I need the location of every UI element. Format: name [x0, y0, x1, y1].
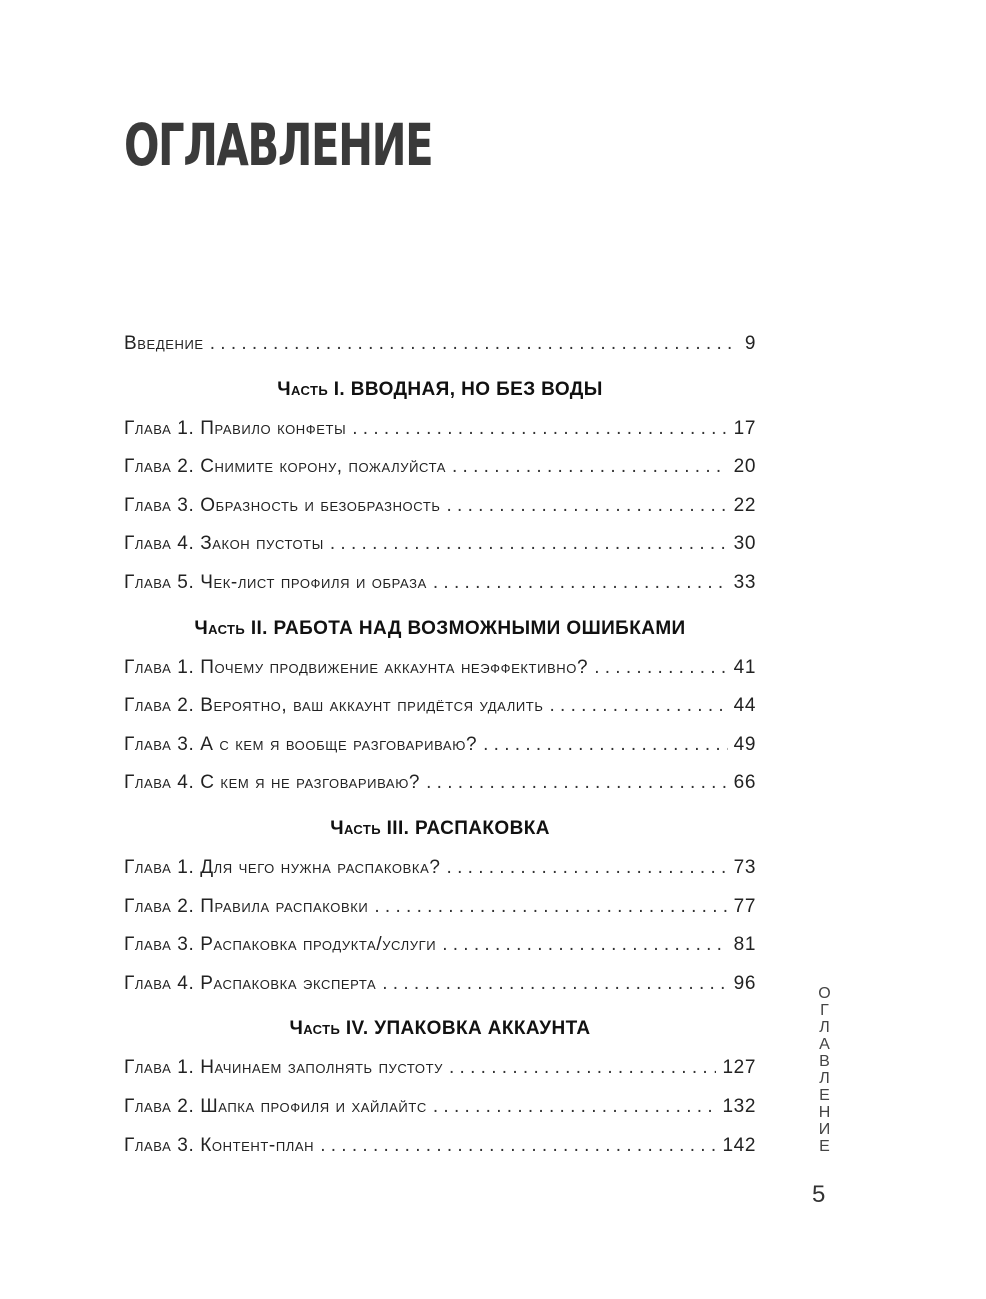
toc-entry-title: Глава 3. А с кем я вообще разговариваю? — [124, 733, 478, 755]
dot-leader — [382, 965, 727, 1004]
toc-entry-title: Глава 2. Снимите корону, пожалуйста — [124, 456, 446, 478]
toc-entry-page: 33 — [733, 571, 756, 593]
toc-entry — [124, 726, 756, 765]
toc-entry-page: 77 — [733, 895, 756, 917]
part-label: Часть III. — [330, 817, 410, 839]
toc-entry-page: 30 — [733, 533, 756, 555]
toc-entry-title: Глава 4. Закон пустоты — [124, 533, 324, 555]
toc-entry — [124, 649, 756, 688]
toc-entry-page: 142 — [722, 1134, 756, 1156]
dot-leader — [433, 564, 728, 603]
toc-entry-page: 81 — [733, 934, 756, 956]
dot-leader — [426, 764, 728, 803]
dot-leader — [374, 888, 727, 927]
toc-entry — [124, 687, 756, 726]
running-header-vertical: ОГЛАВЛЕНИЕ — [816, 985, 833, 1155]
toc-entry-page: 22 — [733, 494, 756, 516]
dot-leader — [447, 487, 728, 526]
toc-entry — [124, 525, 756, 564]
toc-entry-intro — [124, 325, 756, 364]
toc-entry — [124, 926, 756, 965]
toc-entry-page: 9 — [744, 333, 756, 354]
toc-entry — [124, 487, 756, 526]
toc-entry — [124, 764, 756, 803]
toc-entry-page: 66 — [733, 772, 756, 794]
part-name: РАБОТА НАД ВОЗМОЖНЫМИ ОШИБКАМИ — [273, 617, 686, 639]
toc-entry-title: Глава 4. Распаковка эксперта — [124, 972, 377, 994]
toc-entry-page: 96 — [733, 972, 756, 994]
dot-leader — [483, 726, 728, 765]
page-number: 5 — [812, 1181, 826, 1208]
dot-leader — [449, 1049, 716, 1088]
toc-entry-title: Глава 1. Для чего нужна распаковка? — [124, 856, 441, 878]
toc-entry-page: 41 — [733, 656, 756, 678]
toc-entry — [124, 888, 756, 927]
part-heading — [124, 803, 756, 849]
dot-leader — [594, 649, 727, 688]
dot-leader — [352, 410, 727, 449]
toc-entry — [124, 448, 756, 487]
part-name: РАСПАКОВКА — [415, 817, 550, 839]
table-of-contents — [124, 325, 756, 1165]
part-heading — [124, 364, 756, 410]
dot-leader — [447, 849, 728, 888]
part-name: ВВОДНАЯ, НО БЕЗ ВОДЫ — [350, 378, 603, 400]
page-title: ОГЛАВЛЕНИЕ — [124, 111, 433, 179]
dot-leader — [442, 926, 727, 965]
toc-entry-title: Глава 1. Почему продвижение аккаунта неэффективно? — [124, 656, 589, 678]
toc-entry — [124, 1088, 756, 1127]
toc-entry — [124, 410, 756, 449]
part-heading — [124, 1003, 756, 1049]
part-label: Часть IV. — [289, 1018, 369, 1040]
toc-entry-page: 132 — [722, 1095, 756, 1117]
toc-entry-page: 17 — [733, 417, 756, 439]
toc-entry — [124, 1127, 756, 1166]
dot-leader — [330, 525, 728, 564]
toc-entry-page: 20 — [733, 456, 756, 478]
toc-entry — [124, 965, 756, 1004]
toc-entry-title: Глава 5. Чек-лист профиля и образа — [124, 571, 427, 593]
toc-entry-title: Глава 3. Контент-план — [124, 1134, 315, 1156]
part-name: УПАКОВКА АККАУНТА — [374, 1018, 591, 1040]
toc-entry-page: 49 — [733, 733, 756, 755]
dot-leader — [452, 448, 728, 487]
toc-entry — [124, 564, 756, 603]
toc-entry — [124, 849, 756, 888]
toc-entry-title: Глава 1. Начинаем заполнять пустоту — [124, 1057, 443, 1079]
toc-entry-title: Глава 1. Правило конфеты — [124, 417, 347, 439]
part-label: Часть I. — [277, 378, 346, 400]
toc-entry-title: Глава 2. Вероятно, ваш аккаунт придётся удалить — [124, 695, 544, 717]
toc-entry-title: Глава 2. Шапка профиля и хайлайтс — [124, 1095, 427, 1117]
toc-entry-title: Глава 3. Образность и безобразность — [124, 494, 441, 516]
dot-leader — [320, 1127, 716, 1166]
toc-entry-title: Глава 2. Правила распаковки — [124, 895, 369, 917]
toc-entry-title: Глава 3. Распаковка продукта/услуги — [124, 934, 437, 956]
dot-leader — [549, 687, 727, 726]
toc-entry-title: Введение — [124, 333, 204, 354]
dot-leader — [433, 1088, 717, 1127]
toc-entry — [124, 1049, 756, 1088]
toc-entry-page: 127 — [722, 1057, 756, 1079]
part-label: Часть II. — [194, 617, 268, 639]
part-heading — [124, 603, 756, 649]
dot-leader — [210, 325, 739, 364]
toc-entry-page: 73 — [733, 856, 756, 878]
toc-entry-page: 44 — [733, 695, 756, 717]
toc-entry-title: Глава 4. С кем я не разговариваю? — [124, 772, 421, 794]
